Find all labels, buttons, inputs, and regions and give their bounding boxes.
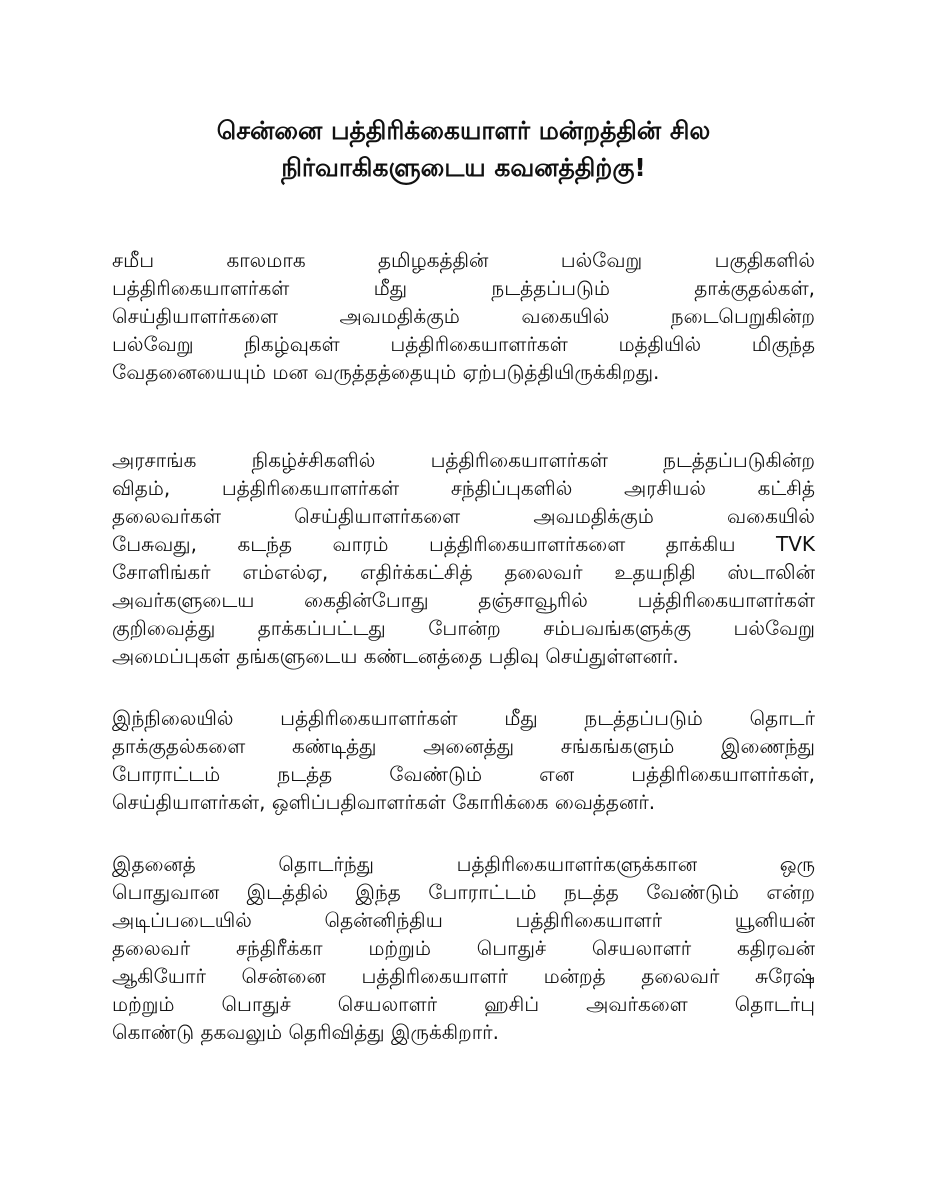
paragraph-line: சமீப காலமாக தமிழகத்தின் பல்வேறு பகுதிகளில் <box>112 248 815 272</box>
paragraph-line: இதனைத் தொடர்ந்து பத்திரிகையாளர்களுக்கான ஒரு <box>112 852 815 876</box>
paragraph-line: தலைவர் சந்திரீக்கா மற்றும் பொதுச் செயலாளர் கதிரவன் <box>112 936 815 960</box>
paragraph-line: தலைவர்கள் செய்தியாளர்களை அவமதிக்கும் வகையில் <box>112 504 815 528</box>
paragraph-line: வேதனையையும் மன வருத்தத்தையும் ஏற்படுத்தியிருக்கிறது. <box>112 360 660 384</box>
document-body <box>112 246 815 1046</box>
paragraph-line: மற்றும் பொதுச் செயலாளர் ஹசிப் அவர்களை தொடர்பு <box>112 992 815 1016</box>
paragraph-2 <box>112 446 815 670</box>
paragraph-line: அவர்களுடைய கைதின்போது தஞ்சாவூரில் பத்திரிகையாளர்கள் <box>112 588 815 612</box>
paragraph-line: போராட்டம் நடத்த வேண்டும் என பத்திரிகையாளர்கள், <box>112 762 815 786</box>
paragraph-line: அமைப்புகள் தங்களுடைய கண்டனத்தை பதிவு செய்துள்ளனர். <box>112 644 679 668</box>
document-title <box>112 112 815 186</box>
paragraph-line: சோளிங்கர் எம்எல்ஏ, எதிர்க்கட்சித் தலைவர் உதயநிதி ஸ்டாலின் <box>112 560 815 584</box>
paragraph-line: கொண்டு தகவலும் தெரிவித்து இருக்கிறார். <box>112 1020 499 1044</box>
paragraph-line: தாக்குதல்களை கண்டித்து அனைத்து சங்கங்களும் இணைந்து <box>112 734 815 758</box>
paragraph-1 <box>112 246 815 386</box>
paragraph-line: இந்நிலையில் பத்திரிகையாளர்கள் மீது நடத்தப்படும் தொடர் <box>112 706 815 730</box>
paragraph-line: குறிவைத்து தாக்கப்பட்டது போன்ற சம்பவங்களுக்கு பல்வேறு <box>112 616 815 640</box>
paragraph-line: செய்தியாளர்களை அவமதிக்கும் வகையில் நடைபெறுகின்ற <box>112 304 815 328</box>
paragraph-line: பல்வேறு நிகழ்வுகள் பத்திரிகையாளர்கள் மத்தியில் மிகுந்த <box>112 332 815 356</box>
paragraph-4 <box>112 850 815 1046</box>
title-line: நிர்வாகிகளுடைய கவனத்திற்கு! <box>281 153 646 182</box>
title-line: சென்னை பத்திரிக்கையாளர் மன்றத்தின் சில <box>216 116 711 145</box>
paragraph-line: செய்தியாளர்கள், ஒளிப்பதிவாளர்கள் கோரிக்கை வைத்தனர். <box>112 790 656 814</box>
paragraph-line: பொதுவான இடத்தில் இந்த போராட்டம் நடத்த வேண்டும் என்ற <box>112 880 815 904</box>
paragraph-line: பத்திரிகையாளர்கள் மீது நடத்தப்படும் தாக்குதல்கள், <box>112 276 815 300</box>
paragraph-line: விதம், பத்திரிகையாளர்கள் சந்திப்புகளில் அரசியல் கட்சித் <box>112 476 815 500</box>
paragraph-line: அரசாங்க நிகழ்ச்சிகளில் பத்திரிகையாளர்கள் நடத்தப்படுகின்ற <box>112 448 815 472</box>
paragraph-3 <box>112 704 815 816</box>
paragraph-line: பேசுவது, கடந்த வாரம் பத்திரிகையாளர்களை தாக்கிய TVK <box>112 532 815 556</box>
paragraph-line: ஆகியோர் சென்னை பத்திரிகையாளர் மன்றத் தலைவர் சுரேஷ் <box>112 964 815 988</box>
paragraph-line: அடிப்படையில் தென்னிந்திய பத்திரிகையாளர் யூனியன் <box>112 908 815 932</box>
